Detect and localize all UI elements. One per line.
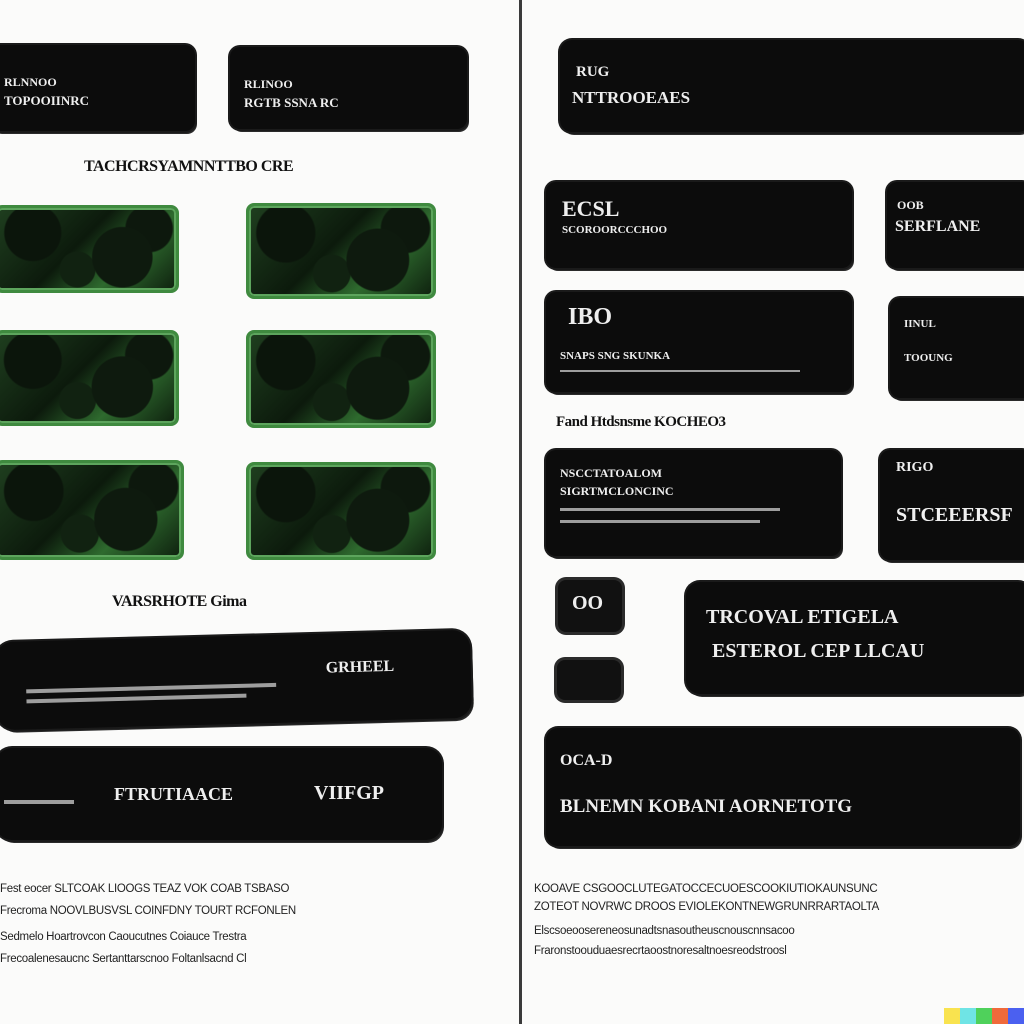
block-subtitle: SCOROORCCCHOO: [562, 224, 668, 236]
color-strip-logo: [944, 1008, 1024, 1024]
right-block-4[interactable]: [546, 292, 852, 392]
paragraph-line: ZOTEOT NOVRWC DROOS EVIOLEKONTNEWGRUNRRARTAOLTA: [534, 901, 879, 913]
right-block-9[interactable]: [546, 728, 1020, 846]
right-block-8[interactable]: [686, 582, 1024, 694]
logo-swatch: [1008, 1008, 1024, 1024]
green-image-1[interactable]: [0, 205, 179, 293]
block-bar: [560, 370, 800, 372]
tab-label: OO: [572, 592, 604, 614]
paragraph-line: Fest eocer SLTCOAK LIOOGS TEAZ VOK COAB TSBASO: [0, 883, 290, 895]
block-subtitle: SNAPS SNG SKUNKA: [560, 350, 671, 362]
banner-bar: [26, 683, 276, 694]
banner-label-a: FTRUTIAACE: [114, 784, 234, 804]
logo-swatch: [944, 1008, 960, 1024]
banner-label: GRHEEL: [325, 657, 395, 677]
paragraph-line: Frecoalenesaucnc Sertanttarscnoo Foltanlsacnd Cl: [0, 953, 247, 965]
block-subtitle: TOOUNG: [904, 352, 953, 364]
banner-label-b: VIIFGP: [314, 782, 384, 804]
green-image-3[interactable]: [0, 330, 179, 426]
left-banner-2[interactable]: [0, 748, 442, 840]
green-image-2[interactable]: [246, 203, 436, 299]
logo-swatch: [992, 1008, 1008, 1024]
block-title: IINUL: [904, 318, 936, 330]
block-title: RUG: [576, 64, 610, 80]
block-title: IBO: [568, 304, 613, 330]
section-heading-2: VARSRHOTE Gima: [112, 593, 247, 610]
green-image-6[interactable]: [246, 462, 436, 560]
paragraph-line: Fraronstoouduaesrecrtaoostnoresaltnoesreodstroosl: [534, 945, 787, 957]
block-title: NSCCTATOALOM: [560, 466, 663, 480]
block-subtitle: STCEEERSF: [896, 504, 1013, 526]
left-top-block-1[interactable]: [0, 45, 195, 131]
paragraph-line: Frecroma NOOVLBUSVSL COINFDNY TOURT RCFONLEN: [0, 905, 296, 917]
right-block-6[interactable]: [546, 450, 841, 556]
left-top-block-2[interactable]: [230, 47, 467, 129]
block-title: RIGO: [896, 460, 934, 475]
logo-swatch: [960, 1008, 976, 1024]
block-subtitle: SIGRTMCLONCINC: [560, 484, 674, 498]
block-subtitle: NTTROOEAES: [572, 88, 691, 107]
banner-bar: [4, 800, 74, 804]
paragraph-line: KOOAVE CSGOOCLUTEGATOCCECUOESCOOKIUTIOKAUNSUNC: [534, 883, 878, 895]
right-block-2[interactable]: [546, 182, 852, 268]
right-block-3[interactable]: [887, 182, 1024, 268]
green-image-4[interactable]: [246, 330, 436, 428]
section-heading-1: TACHCRSYAMNNTTBO CRE: [84, 158, 294, 175]
block-bar: [560, 508, 780, 511]
right-block-5[interactable]: [890, 298, 1024, 398]
column-divider: [519, 0, 522, 1024]
block-title: TRCOVAL ETIGELA: [706, 606, 899, 628]
block-bar: [560, 520, 760, 523]
right-block-1[interactable]: [560, 40, 1024, 132]
right-paragraph: [534, 882, 1024, 958]
block-title: OCA-D: [560, 752, 613, 769]
block-subtitle: ESTEROL CEP LLCAU: [712, 640, 925, 662]
paragraph-line: Sedmelo Hoartrovcon Caoucutnes Coiauce Trestra: [0, 931, 247, 943]
block-subtitle: TOPOOIINRC: [4, 93, 89, 108]
right-section-heading: Fand Htdsnsme KOCHEO3: [556, 414, 726, 430]
block-subtitle: BLNEMN KOBANI AORNETOTG: [560, 796, 853, 817]
block-title: RLINOO: [244, 77, 293, 91]
block-title: ECSL: [562, 196, 620, 221]
block-title: RLNNOO: [4, 75, 57, 89]
block-subtitle: SERFLANE: [895, 218, 981, 235]
banner-bar: [26, 694, 246, 704]
paragraph-line: Elscsoeoosereneosunadtsnasoutheuscnouscnnsacoo: [534, 925, 795, 937]
left-paragraph: [0, 882, 450, 966]
right-block-7[interactable]: [880, 450, 1024, 560]
small-tab-2[interactable]: [557, 660, 621, 700]
left-banner-1[interactable]: [0, 630, 472, 730]
block-title: OOB: [897, 198, 924, 212]
block-subtitle: RGTB SSNA RC: [244, 95, 339, 110]
green-image-5[interactable]: [0, 460, 184, 560]
logo-swatch: [976, 1008, 992, 1024]
